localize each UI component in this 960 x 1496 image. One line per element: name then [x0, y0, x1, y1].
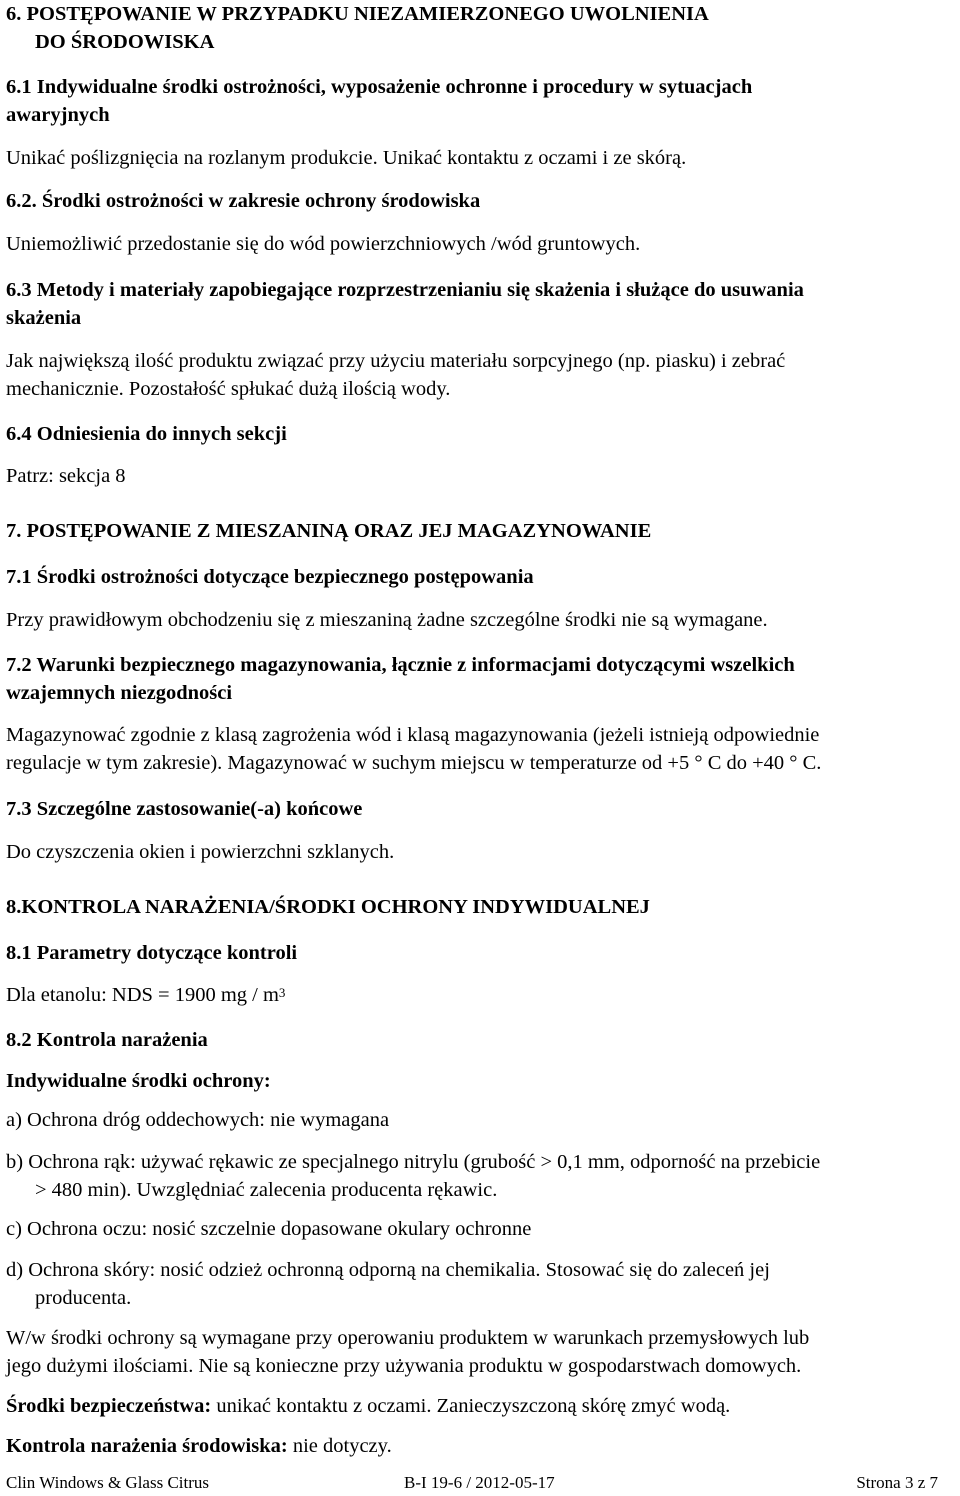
section-7-3-text: Do czyszczenia okien i powierzchni szklanych. — [6, 841, 395, 863]
protection-note: W/w środki ochrony są wymagane przy operowaniu produktem w warunkach przemysłowych lub — [6, 1327, 810, 1349]
section-6-2-text: Uniemożliwić przedostanie się do wód powierzchniowych /wód gruntowych. — [6, 233, 641, 255]
personal-protection-title: Indywidualne środki ochrony: — [6, 1070, 271, 1092]
list-item-a: a) Ochrona dróg oddechowych: nie wymagana — [6, 1109, 390, 1131]
page-footer — [6, 1472, 938, 1494]
environmental-control — [6, 1432, 392, 1460]
section-6-3-text: Jak największą ilość produktu związać przy użyciu materiału sorpcyjnego (np. piasku) i zebrać — [6, 350, 786, 372]
section-6-4-text: Patrz: sekcja 8 — [6, 465, 126, 487]
section-8-1-title: 8.1 Parametry dotyczące kontroli — [6, 942, 298, 964]
list-item-b-cont: > 480 min). Uwzględniać zalecenia producenta rękawic. — [35, 1179, 498, 1201]
footer-product-name: Clin Windows & Glass Citrus — [6, 1473, 210, 1492]
footer-page-number: Strona 3 z 7 — [856, 1473, 938, 1492]
list-item-c: c) Ochrona oczu: nosić szczelnie dopasowane okulary ochronne — [6, 1218, 532, 1240]
section-7-1-title: 7.1 Środki ostrożności dotyczące bezpiecznego postępowania — [6, 566, 534, 588]
section-6-heading: 6. POSTĘPOWANIE W PRZYPADKU NIEZAMIERZONEGO UWOLNIENIA — [6, 3, 709, 25]
section-6-1-title: 6.1 Indywidualne środki ostrożności, wyposażenie ochronne i procedury w sytuacjach — [6, 76, 753, 98]
section-7-2-title: 7.2 Warunki bezpiecznego magazynowania, łącznie z informacjami dotyczącymi wszelkich — [6, 654, 795, 676]
section-6-heading-cont: DO ŚRODOWISKA — [35, 31, 215, 53]
section-6-3-text-cont: mechanicznie. Pozostałość spłukać dużą ilością wody. — [6, 378, 451, 400]
safety-measures — [6, 1392, 730, 1420]
environmental-control-text: nie dotyczy. — [287, 1435, 392, 1457]
section-7-heading: 7. POSTĘPOWANIE Z MIESZANINĄ ORAZ JEJ MAGAZYNOWANIE — [6, 520, 652, 542]
section-8-2-title: 8.2 Kontrola narażenia — [6, 1029, 208, 1051]
section-6-3-title-cont: skażenia — [6, 307, 82, 329]
protection-note-cont: jego dużymi ilościami. Nie są konieczne przy używania produktu w gospodarstwach domowych. — [6, 1355, 802, 1377]
footer-document-id: B-I 19-6 / 2012-05-17 — [404, 1473, 555, 1492]
section-7-2-text-cont: regulacje w tym zakresie). Magazynować w suchym miejscu w temperaturze od +5 ° C do +40 ° C. — [6, 752, 822, 774]
section-7-2-text: Magazynować zgodnie z klasą zagrożenia wód i klasą magazynowania (jeżeli istnieją odpowiednie — [6, 724, 820, 746]
section-8-1-text — [6, 981, 285, 1009]
list-item-d-cont: producenta. — [35, 1287, 132, 1309]
environmental-control-label: Kontrola narażenia środowiska: — [6, 1435, 288, 1457]
section-7-1-text: Przy prawidłowym obchodzeniu się z mieszaniną żadne szczególne środki nie są wymagane. — [6, 609, 768, 631]
list-item-d: d) Ochrona skóry: nosić odzież ochronną odporną na chemikalia. Stosować się do zaleceń jej — [6, 1259, 770, 1281]
safety-measures-label: Środki bezpieczeństwa: — [6, 1395, 212, 1417]
list-item-b: b) Ochrona rąk: używać rękawic ze specjalnego nitrylu (grubość > 0,1 mm, odporność na przebicie — [6, 1151, 821, 1173]
section-6-4-title: 6.4 Odniesienia do innych sekcji — [6, 423, 287, 445]
section-7-2-title-cont: wzajemnych niezgodności — [6, 682, 233, 704]
section-6-1-title-cont: awaryjnych — [6, 104, 110, 126]
section-7-3-title: 7.3 Szczególne zastosowanie(-a) końcowe — [6, 798, 363, 820]
section-6-2-title: 6.2. Środki ostrożności w zakresie ochrony środowiska — [6, 190, 481, 212]
nds-unit-exponent: 3 — [278, 985, 286, 1000]
section-8-heading: 8.KONTROLA NARAŻENIA/ŚRODKI OCHRONY INDYWIDUALNEJ — [6, 896, 650, 918]
safety-measures-text: unikać kontaktu z oczami. Zanieczyszczoną skórę zmyć wodą. — [211, 1395, 731, 1417]
section-6-3-title: 6.3 Metody i materiały zapobiegające rozprzestrzenianiu się skażenia i służące do usuwania — [6, 279, 804, 301]
nds-value: Dla etanolu: NDS = 1900 mg / m — [6, 984, 279, 1006]
section-6-1-text: Unikać poślizgnięcia na rozlanym produkcie. Unikać kontaktu z oczami i ze skórą. — [6, 147, 687, 169]
